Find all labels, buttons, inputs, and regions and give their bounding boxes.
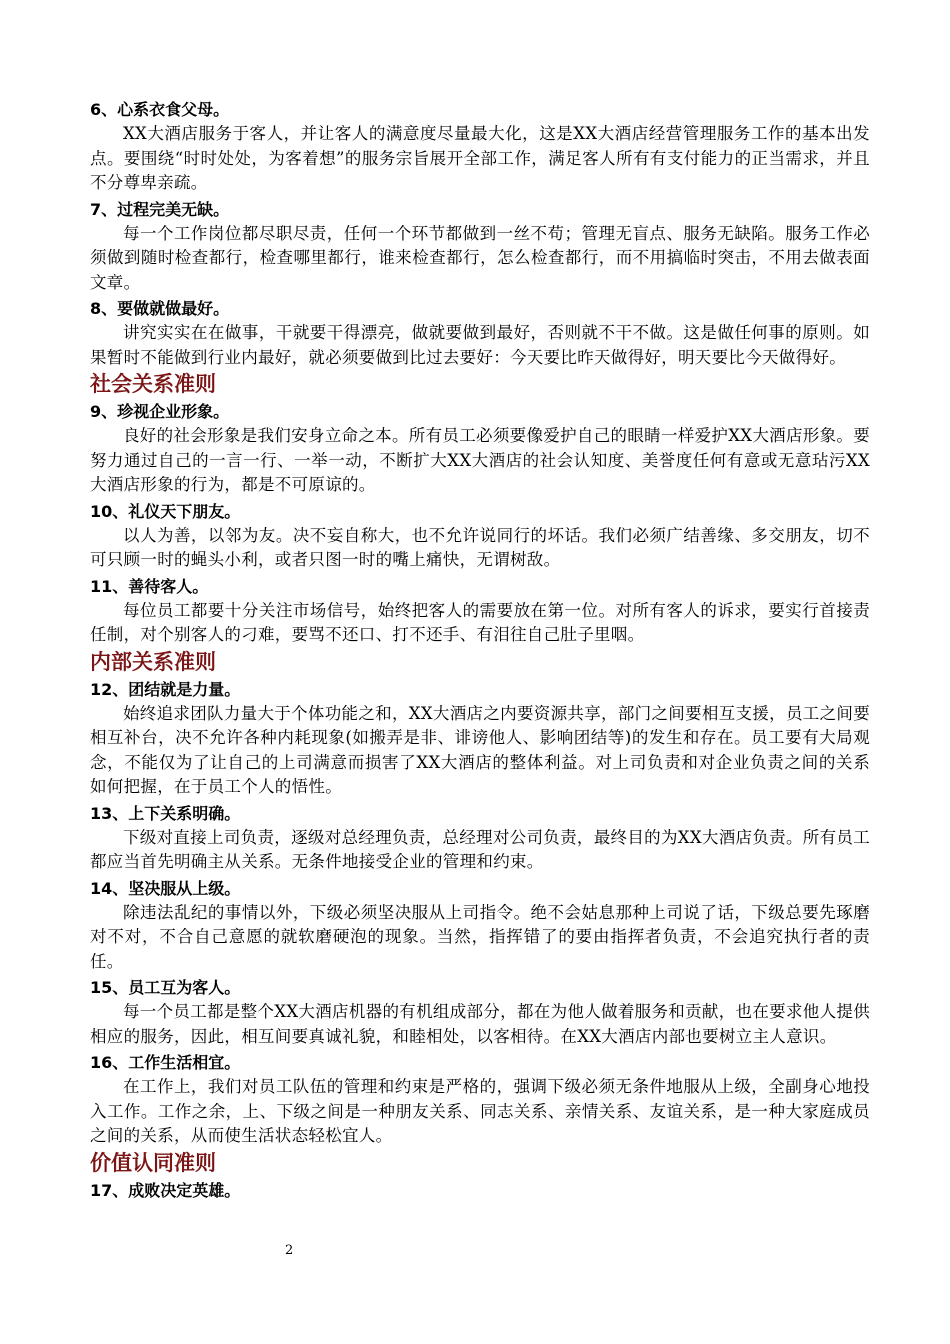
item-title: 12、团结就是力量。 [90,679,241,699]
item-paragraph: 除违法乱纪的事情以外，下级必须坚决服从上司指令。绝不会姑息那种上司说了话，下级总要先琢磨对不对，不合自己意愿的就软磨硬泡的现象。当然，指挥错了的要由指挥者负责，不会追究执行者的责任。 [90,902,870,971]
section-heading: 内部关系准则 [90,649,216,674]
item-paragraph: 每一个工作岗位都尽职尽责，任何一个环节都做到一丝不苟；管理无盲点、服务无缺陷。服务工作必须做到随时检查都行，检查哪里都行，谁来检查都行，怎么检查都行，而不用搞临时突击，不用去做表面文章。 [90,223,870,292]
item-title: 7、过程完美无缺。 [90,199,230,219]
item-title: 16、工作生活相宜。 [90,1053,241,1072]
item-paragraph: XX大酒店服务于客人，并让客人的满意度尽量最大化，这是XX大酒店经营管理服务工作的基本出发点。要围绕“时时处处，为客着想”的服务宗旨展开全部工作，满足客人所有有支付能力的正当需求，并且不分尊卑亲疏。 [90,124,870,192]
item-title: 15、员工互为客人。 [90,978,241,997]
item-paragraph: 以人为善，以邻为友。决不妄自称大，也不允许说同行的坏话。我们必须广结善缘、多交朋友，切不可只顾一时的蝇头小利，或者只图一时的嘴上痛快，无谓树敌。 [90,525,870,569]
item-title: 10、礼仪天下朋友。 [90,501,241,521]
item-paragraph: 始终追求团队力量大于个体功能之和，XX大酒店之内要资源共享，部门之间要相互支援，员工之间要相互补台，决不允许各种内耗现象(如搬弄是非、诽谤他人、影响团结等)的发生和存在。员工要有大局观念，不能仅为了让自己的上司满意而损害了XX大酒店的整体利益。对上司负责和对企业负责之间的关系如何把握，在于员工个人的悟性。 [90,703,870,796]
item-title: 11、善待客人。 [90,576,209,596]
item-paragraph: 讲究实实在在做事，干就要干得漂亮，做就要做到最好，否则就不干不做。这是做任何事的原则。如果暂时不能做到行业内最好，就必须要做到比过去要好：今天要比昨天做得好，明天要比今天做得好。 [90,323,870,367]
item-title: 13、上下关系明确。 [90,803,241,823]
item-paragraph: 每位员工都要十分关注市场信号，始终把客人的需要放在第一位。对所有客人的诉求，要实行首接责任制，对个别客人的刁难，要骂不还口、打不还手、有泪往自己肚子里咽。 [90,600,870,644]
item-title: 14、坚决服从上级。 [90,878,241,898]
item-title: 9、珍视企业形象。 [90,402,230,421]
item-title: 6、心系衣食父母。 [90,100,230,119]
item-title: 17、成败决定英雄。 [90,1180,241,1200]
document-page [90,96,870,1203]
item-title: 8、要做就做最好。 [90,299,230,318]
section-heading: 价值认同准则 [90,1150,216,1175]
item-paragraph: 在工作上，我们对员工队伍的管理和约束是严格的，强调下级必须无条件地服从上级，全副身心地投入工作。工作之余，上、下级之间是一种朋友关系、同志关系、亲情关系、友谊关系，是一种大家庭成员之间的关系，从而使生活状态轻松宜人。 [90,1077,870,1145]
section-heading: 社会关系准则 [90,372,216,396]
item-paragraph: 下级对直接上司负责，逐级对总经理负责，总经理对公司负责，最终目的为XX大酒店负责。所有员工都应当首先明确主从关系。无条件地接受企业的管理和约束。 [90,827,870,871]
item-paragraph: 每一个员工都是整个XX大酒店机器的有机组成部分，都在为他人做着服务和贡献，也在要求他人提供相应的服务，因此，相互间要真诚礼貌，和睦相处，以客相待。在XX大酒店内部也要树立主人意识。 [90,1002,870,1046]
item-paragraph: 良好的社会形象是我们安身立命之本。所有员工必须要像爱护自己的眼睛一样爱护XX大酒店形象。要努力通过自己的一言一行、一举一动，不断扩大XX大酒店的社会认知度、美誉度任何有意或无意玷污XX大酒店形象的行为，都是不可原谅的。 [90,426,870,494]
page-number: 2 [285,1243,294,1258]
